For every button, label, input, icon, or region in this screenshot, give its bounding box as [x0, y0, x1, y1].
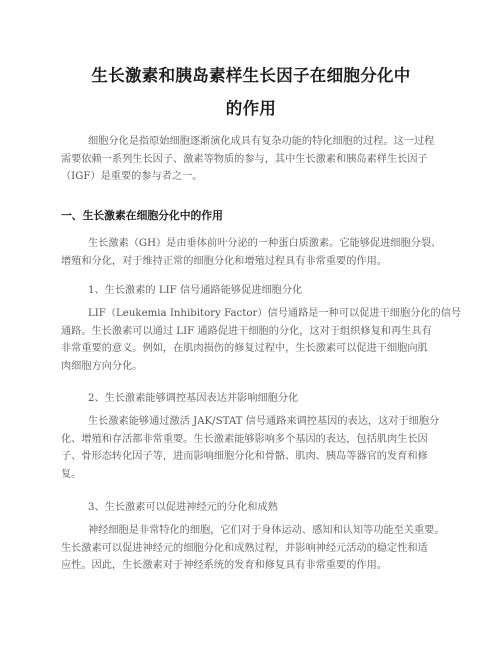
subsection-title: 2、生长激素能够调控基因表达并影响细胞分化	[88, 393, 299, 404]
paragraph-line: 通路。生长激素可以通过 LIF 通路促进干细胞的分化，这对于组织修复和再生具有	[61, 325, 432, 337]
paragraph-line: 增殖和分化，对于维持正常的细胞分化和增殖过程具有非常重要的作用。	[61, 255, 387, 267]
paragraph-line: 神经细胞是非常特化的细胞，它们对于身体运动、感知和认知等功能至关重要。	[88, 525, 445, 536]
intro-paragraph	[61, 133, 445, 186]
paragraph-line: 应性。因此，生长激素对于神经系统的发育和修复具有非常重要的作用。	[61, 560, 387, 571]
subsection-title: 1、生长激素的 LIF 信号通路能够促进细胞分化	[88, 285, 303, 296]
intro-line: （IGF）是重要的参与者之一。	[61, 171, 203, 182]
paragraph-line: 子、骨形态转化因子等，进而影响细胞分化和骨骼、肌肉、胰岛等器官的发育和修	[61, 451, 428, 462]
paragraph-line: 肉细胞方向分化。	[61, 360, 143, 372]
subsection-title: 3、生长激素可以促进神经元的分化和成熟	[88, 502, 278, 513]
paragraph-line: 化、增殖和存活都非常重要。生长激素能够影响多个基因的表达，包括肌肉生长因	[61, 433, 428, 445]
intro-line: 需要依赖一系列生长因子、激素等物质的参与，其中生长激素和胰岛素样生长因子	[61, 153, 428, 165]
intro-line: 细胞分化是指原始细胞逐渐演化成具有复杂功能的特化细胞的过程。这一过程	[88, 136, 435, 147]
paragraph-line: 复。	[61, 468, 82, 480]
paragraph-line: LIF（Leukemia Inhibitory Factor）信号通路是一种可以促进干细胞分化的信号	[88, 308, 462, 319]
subsection-paragraph	[61, 305, 462, 375]
subsection-paragraph	[61, 522, 445, 575]
subsection-paragraph	[61, 413, 445, 483]
paragraph-line: 生长激素可以促进神经元的细胞分化和成熟过程，并影响神经元活动的稳定性和适	[61, 542, 428, 554]
paragraph-line: 生长激素（GH）是由垂体前叶分泌的一种蛋白质激素。它能够促进细胞分裂、	[88, 238, 442, 249]
document-title-line-2: 的作用	[225, 99, 277, 118]
section-paragraph	[61, 235, 445, 270]
paragraph-line: 非常重要的意义。例如，在肌肉损伤的修复过程中，生长激素可以促进干细胞向肌	[61, 343, 428, 354]
document-title-line-1: 生长激素和胰岛素样生长因子在细胞分化中	[91, 66, 411, 85]
paragraph-line: 生长激素能够通过激活 JAK/STAT 信号通路来调控基因的表达，这对于细胞分	[88, 416, 440, 427]
section-heading: 一、生长激素在细胞分化中的作用	[61, 209, 223, 222]
